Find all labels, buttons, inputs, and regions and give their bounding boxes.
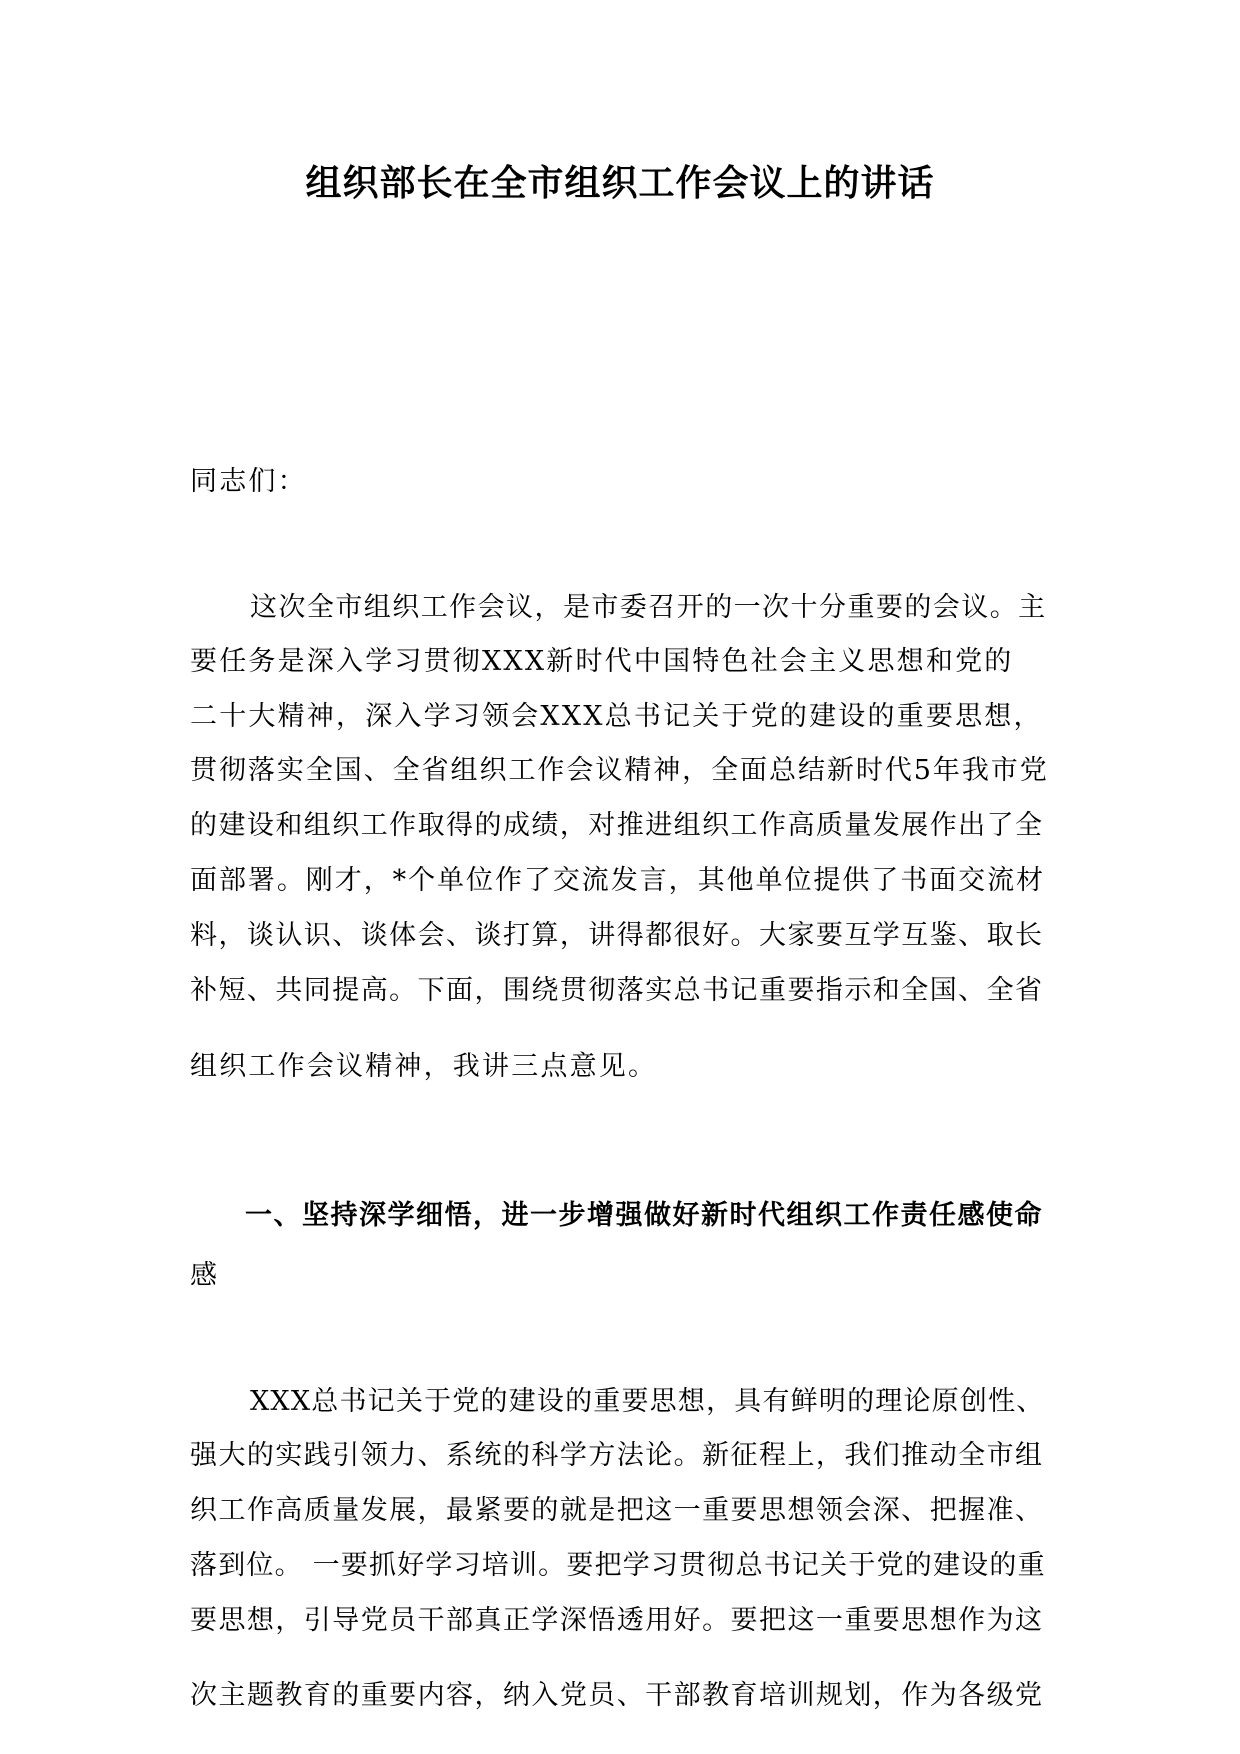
paragraph-line: 补短、共同提高。下面，围绕贯彻落实总书记重要指示和全国、全省: [190, 975, 1044, 1006]
paragraph-line: 面部署。刚才，*个单位作了交流发言，其他单位提供了书面交流材: [190, 865, 1045, 896]
paragraph-line: 料，谈认识、谈体会、谈打算，讲得都很好。大家要互学互鉴、取长: [190, 920, 1044, 951]
paragraph-line: 强大的实践引领力、系统的科学方法论。新征程上，我们推动全市组: [190, 1440, 1044, 1471]
paragraph-line: 二十大精神，深入学习领会XXX总书记关于党的建设的重要思想，: [190, 701, 1043, 732]
paragraph-line: 落到位。 一要抓好学习培训。要把学习贯彻总书记关于党的建设的重: [190, 1550, 1046, 1581]
document-title: 组织部长在全市组织工作会议上的讲话: [305, 163, 935, 204]
paragraph-line: 要思想，引导党员干部真正学深悟透用好。要把这一重要思想作为这: [190, 1605, 1044, 1636]
paragraph-line: 次主题教育的重要内容，纳入党员、干部教育培训规划，作为各级党: [190, 1680, 1044, 1711]
paragraph-line: 贯彻落实全国、全省组织工作会议精神，全面总结新时代5年我市党: [190, 755, 1049, 786]
paragraph-line: 的建设和组织工作取得的成绩，对推进组织工作高质量发展作出了全: [190, 810, 1044, 841]
paragraph-line: 这次全市组织工作会议，是市委召开的一次十分重要的会议。主: [250, 592, 1047, 623]
salutation: 同志们：: [190, 466, 307, 497]
section-heading-line: 一、坚持深学细悟，进一步增强做好新时代组织工作责任感使命: [245, 1200, 1043, 1231]
paragraph-line: 组织工作会议精神，我讲三点意见。: [190, 1051, 658, 1082]
paragraph-line: 织工作高质量发展，最紧要的就是把这一重要思想领会深、把握准、: [190, 1495, 1044, 1526]
paragraph-line: XXX总书记关于党的建设的重要思想，具有鲜明的理论原创性、: [250, 1386, 1045, 1417]
paragraph-line: 要任务是深入学习贯彻XXX新时代中国特色社会主义思想和党的: [190, 646, 1014, 677]
section-heading-continuation: 感: [190, 1260, 220, 1291]
